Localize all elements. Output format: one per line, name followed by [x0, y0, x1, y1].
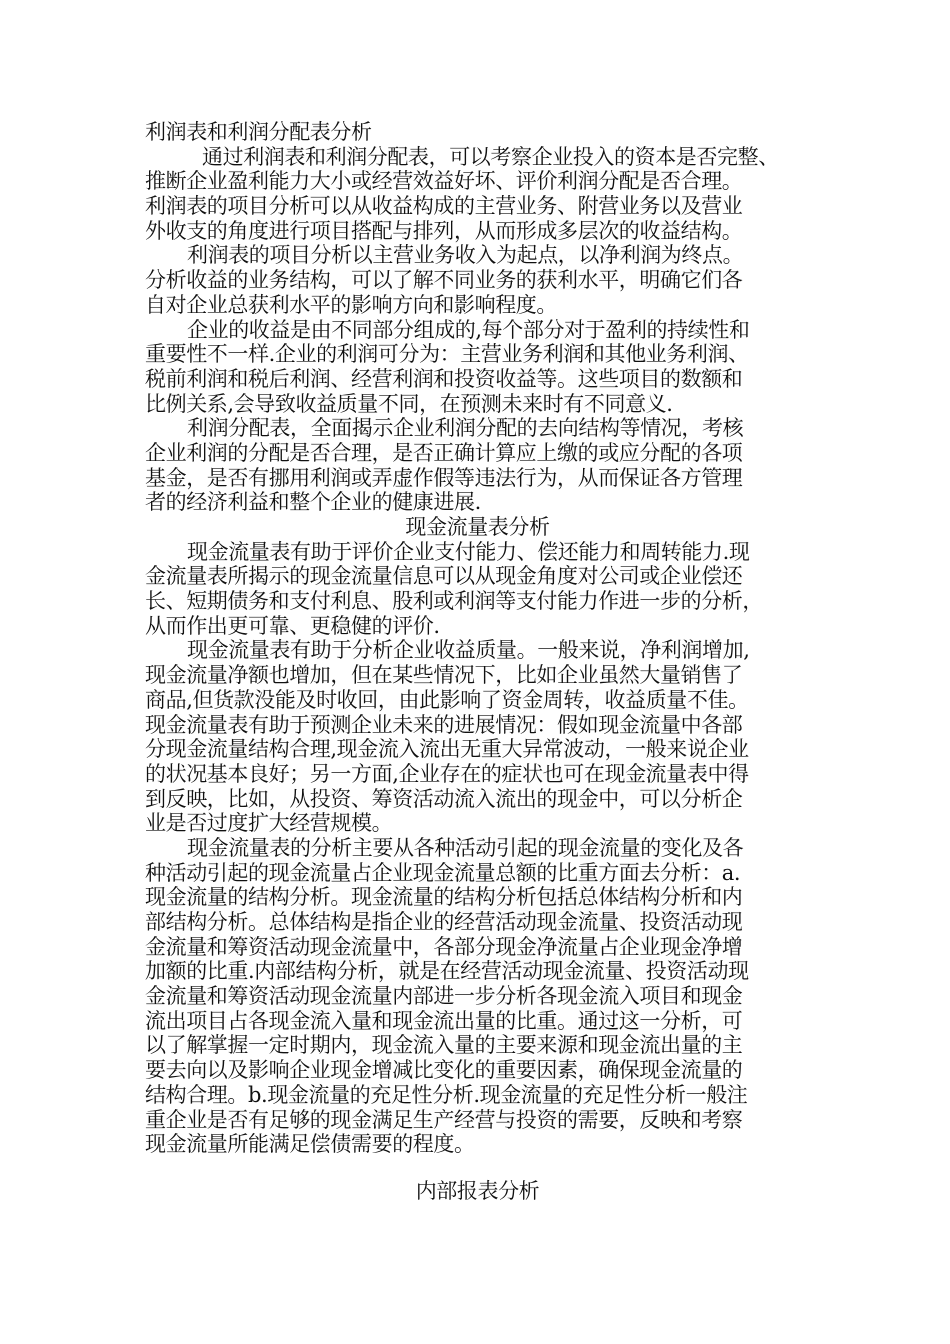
paragraph-line: 部结构分析。总体结构是指企业的经营活动现金流量、投资活动现	[145, 910, 743, 934]
paragraph-line: 结构合理。b.现金流量的充足性分析.现金流量的充足性分析一般注	[145, 1082, 748, 1107]
paragraph-line: 现金流量表的分析主要从各种活动引起的现金流量的变化及各	[187, 835, 744, 860]
paragraph-line: 利润分配表，全面揭示企业利润分配的去向结构等情况，考核	[187, 416, 744, 441]
paragraph-line: 分析收益的业务结构，可以了解不同业务的获利水平，明确它们各	[145, 268, 743, 293]
paragraph-line: 金流量和筹资活动现金流量内部进一步分析各现金流入项目和现金	[145, 984, 743, 1009]
paragraph-line: 现金流量表有助于预测企业未来的进展情况：假如现金流量中各部	[145, 712, 743, 737]
paragraph-line: 现金流量所能满足偿债需要的程度。	[145, 1132, 475, 1157]
paragraph-line: 长、短期债务和支付利息、股利或利润等支付能力作进一步的分析，	[145, 589, 763, 614]
section-heading-income-statement: 利润表和利润分配表分析	[145, 120, 372, 144]
paragraph-line: 现金流量的结构分析。现金流量的结构分析包括总体结构分析和内	[145, 885, 743, 910]
paragraph-line: 流出项目占各现金流入量和现金流出量的比重。通过这一分析，可	[145, 1008, 743, 1033]
section-heading-internal-reports: 内部报表分析	[415, 1178, 540, 1203]
paragraph-line: 利润表的项目分析以主营业务收入为起点，以净利润为终点。	[187, 243, 744, 268]
document-page	[145, 120, 810, 1204]
section-heading-cash-flow: 现金流量表分析	[405, 515, 550, 539]
paragraph-line: 的状况基本良好；另一方面,企业存在的症状也可在现金流量表中得	[145, 761, 749, 786]
paragraph-line: 到反映，比如，从投资、筹资活动流入流出的现金中，可以分析企	[145, 786, 743, 811]
paragraph-line: 比例关系,会导致收益质量不同，在预测未来时有不同意义.	[145, 391, 673, 416]
paragraph-line: 现金流量表有助于评价企业支付能力、偿还能力和周转能力.现	[187, 539, 750, 564]
paragraph-line: 以了解掌握一定时期内，现金流入量的主要来源和现金流出量的主	[145, 1033, 743, 1058]
paragraph-line: 企业的收益是由不同部分组成的,每个部分对于盈利的持续性和	[187, 317, 750, 342]
paragraph-line: 外收支的角度进行项目搭配与排列，从而形成多层次的收益结构。	[145, 218, 743, 243]
paragraph-line: 基金，是否有挪用利润或弄虚作假等违法行为，从而保证各方管理	[145, 465, 743, 490]
paragraph-line: 者的经济利益和整个企业的健康进展.	[145, 490, 481, 515]
paragraph-line: 从而作出更可靠、更稳健的评价.	[145, 613, 440, 638]
paragraph-line: 通过利润表和利润分配表，可以考察企业投入的资本是否完整、	[202, 144, 779, 169]
paragraph-line: 现金流量表有助于分析企业收益质量。一般来说，净利润增加,	[187, 638, 750, 663]
paragraph-line: 种活动引起的现金流量占企业现金流量总额的比重方面去分析：a.	[145, 860, 741, 885]
paragraph-line: 要去向以及影响企业现金增减比变化的重要因素，确保现金流量的	[145, 1058, 743, 1083]
section-spacer	[145, 1157, 810, 1179]
paragraph-line: 金流量和筹资活动现金流量中，各部分现金净流量占企业现金净增	[145, 934, 743, 959]
paragraph-line: 商品,但货款没能及时收回，由此影响了资金周转，收益质量不佳。	[145, 687, 749, 712]
paragraph-line: 重企业是否有足够的现金满足生产经营与投资的需要，反映和考察	[145, 1107, 743, 1132]
paragraph-line: 税前利润和税后利润、经营利润和投资收益等。这些项目的数额和	[145, 366, 743, 391]
paragraph-line: 利润表的项目分析可以从收益构成的主营业务、附营业务以及营业	[145, 194, 743, 219]
paragraph-line: 企业利润的分配是否合理，是否正确计算应上缴的或应分配的各项	[145, 440, 743, 465]
paragraph-line: 自对企业总获利水平的影响方向和影响程度。	[145, 292, 557, 317]
paragraph-line: 金流量表所揭示的现金流量信息可以从现金角度对公司或企业偿还	[145, 564, 743, 589]
paragraph-line: 推断企业盈利能力大小或经营效益好坏、评价利润分配是否合理。	[145, 169, 743, 194]
paragraph-line: 分现金流量结构合理,现金流入流出无重大异常波动，一般来说企业	[145, 737, 749, 762]
paragraph-line: 重要性不一样.企业的利润可分为：主营业务利润和其他业务利润、	[145, 342, 749, 367]
paragraph-line: 现金流量净额也增加，但在某些情况下，比如企业虽然大量销售了	[145, 663, 743, 688]
paragraph-line: 业是否过度扩大经营规模。	[145, 811, 393, 836]
paragraph-line: 加额的比重.内部结构分析，就是在经营活动现金流量、投资活动现	[145, 959, 749, 984]
